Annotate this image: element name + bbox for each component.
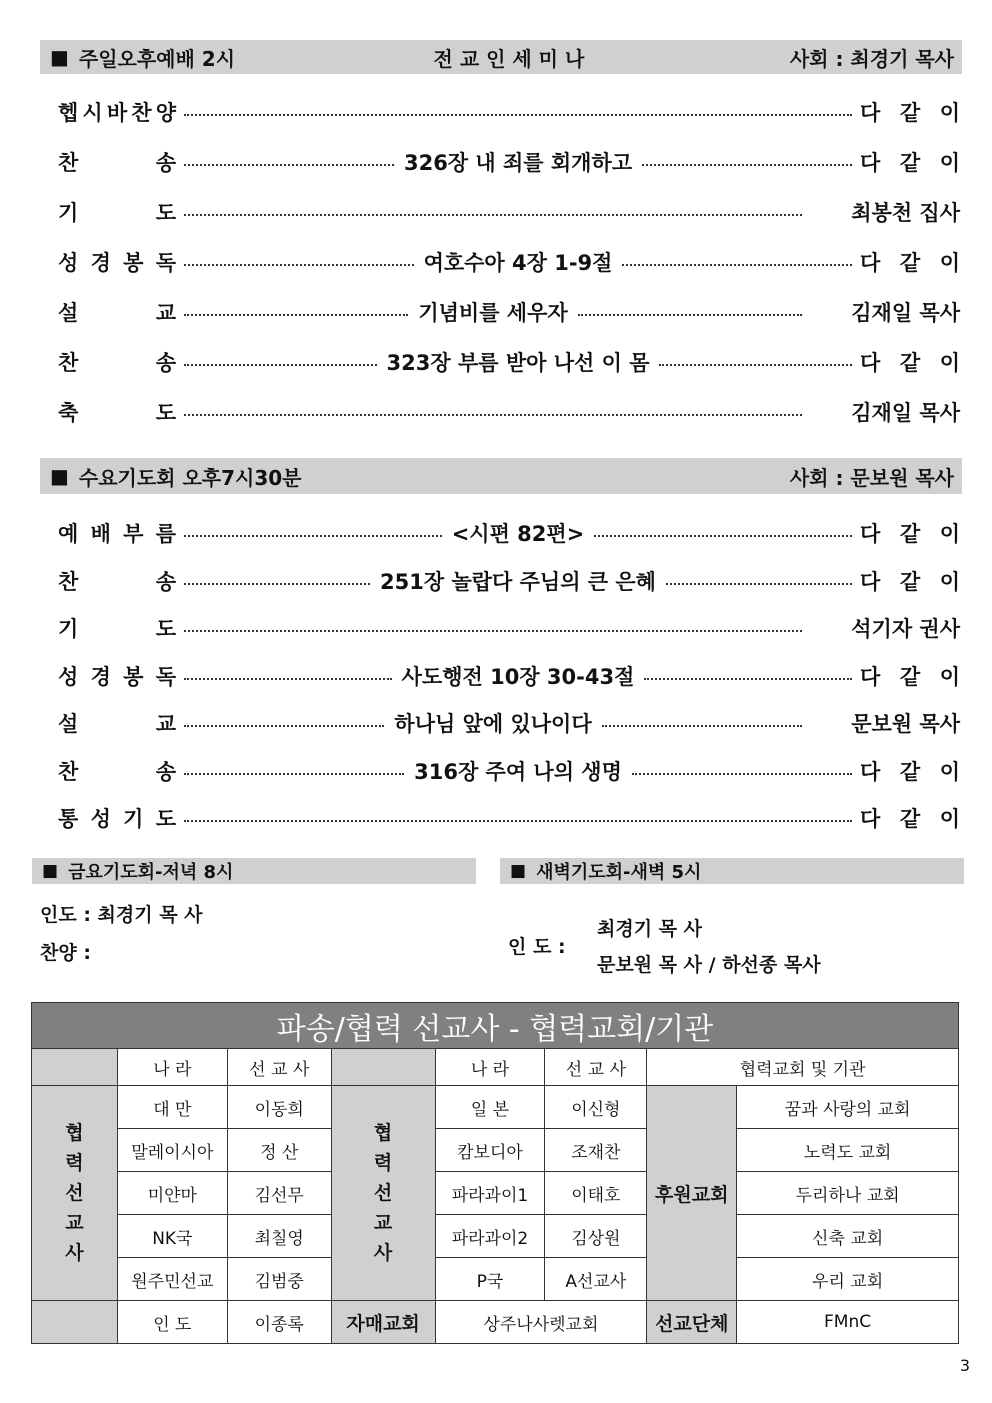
mid-missionary: 이태호 — [545, 1172, 647, 1215]
order-item-leader-dots — [184, 624, 802, 632]
order-item-detail: 기념비를 세우자 — [418, 301, 568, 325]
sunday-order-row — [58, 297, 960, 327]
partner-church: 우리 교회 — [737, 1258, 959, 1301]
order-item-person: 다 같 이 — [860, 522, 960, 546]
square-bullet-icon: ■ — [50, 464, 69, 488]
header-country: 나 라 — [117, 1049, 227, 1086]
sponsor-label: 후원교회 — [647, 1086, 737, 1301]
partner-church: 꿈과 사랑의 교회 — [737, 1086, 959, 1129]
sunday-order-row — [58, 397, 960, 427]
partner-church: 두리하나 교회 — [737, 1172, 959, 1215]
page-number: 3 — [959, 1356, 970, 1375]
order-item-person: 다 같 이 — [860, 569, 960, 594]
wednesday-order-row — [58, 566, 960, 596]
vertical-group-text: 협 력 선 교 사 — [65, 1122, 84, 1264]
friday-header-bar — [32, 858, 476, 884]
mid-group-label — [331, 1086, 435, 1301]
sunday-order-row — [58, 147, 960, 177]
mid-country: 파라과이2 — [435, 1215, 545, 1258]
dawn-leader-1: 최경기 목 사 — [597, 918, 702, 940]
order-item-label: 통 성 기 도 — [58, 807, 176, 831]
friday-title: 금요기도회-저녁 8시 — [68, 862, 234, 883]
header-partner: 협력교회 및 기관 — [647, 1049, 959, 1086]
wednesday-order-row — [58, 661, 960, 691]
order-item-label: 성 경 봉 독 — [58, 251, 176, 275]
order-item-detail: 326장 내 죄를 회개하고 — [403, 151, 633, 175]
order-item-detail: 하나님 앞에 있나이다 — [394, 712, 592, 736]
wednesday-order-row — [58, 613, 960, 643]
left-country: 말레이시아 — [117, 1129, 227, 1172]
header-missionary: 선 교 사 — [227, 1049, 331, 1086]
left-missionary: 김범중 — [227, 1258, 331, 1301]
order-item-person: 다 같 이 — [860, 151, 960, 175]
dawn-header-bar — [500, 858, 964, 884]
dawn-title: 새벽기도회-새벽 5시 — [536, 862, 702, 883]
wednesday-order-row — [58, 708, 960, 738]
mid-missionary: 이신형 — [545, 1086, 647, 1129]
org-label: 선교단체 — [647, 1301, 737, 1344]
order-item-leader-dots — [184, 347, 852, 377]
order-item-leader-dots — [184, 518, 852, 548]
order-item-detail: 여호수아 4장 1-9절 — [423, 251, 613, 275]
wednesday-header-bar — [40, 458, 962, 494]
wednesday-host: 사회 : 문보원 목사 — [789, 465, 954, 490]
wednesday-order-row — [58, 518, 960, 548]
mid-country: 파라과이1 — [435, 1172, 545, 1215]
order-item-person: 다 같 이 — [860, 664, 960, 689]
order-item-person: 다 같 이 — [860, 807, 960, 831]
header-missionary: 선 교 사 — [545, 1049, 647, 1086]
order-item-label: 기 도 — [58, 617, 176, 641]
sunday-host: 사회 : 최경기 목사 — [789, 46, 954, 71]
left-group-label — [32, 1086, 118, 1301]
order-item-leader-dots — [184, 297, 802, 327]
header-blank — [331, 1049, 435, 1086]
mid-country: 캄보디아 — [435, 1129, 545, 1172]
order-item-person: 다 같 이 — [860, 251, 960, 275]
order-item-detail: <시편 82편> — [451, 522, 585, 546]
order-item-person: 김재일 목사 — [851, 301, 960, 325]
sunday-header-bar — [40, 40, 962, 74]
left-missionary: 이종록 — [227, 1301, 331, 1344]
order-item-label: 찬 송 — [58, 151, 176, 175]
square-bullet-icon: ■ — [50, 45, 69, 69]
sunday-title: 주일오후예배 2시 — [78, 46, 236, 71]
order-item-label: 찬 송 — [58, 351, 176, 375]
left-missionary: 김선무 — [227, 1172, 331, 1215]
order-item-leader-dots — [184, 708, 802, 738]
dawn-leader-2: 문보원 목 사 / 하선종 목사 — [597, 954, 821, 976]
friday-praise: 찬양 : — [40, 942, 91, 964]
order-item-person: 다 같 이 — [860, 101, 960, 125]
wednesday-order-row — [58, 756, 960, 786]
order-item-label: 찬 송 — [58, 759, 176, 784]
order-item-label: 성 경 봉 독 — [58, 664, 176, 689]
blank-cell — [32, 1301, 118, 1344]
left-country: 인 도 — [117, 1301, 227, 1344]
order-item-label: 설 교 — [58, 712, 176, 736]
mid-country: 일 본 — [435, 1086, 545, 1129]
missions-table — [31, 1048, 959, 1344]
order-item-detail: 323장 부름 받아 나선 이 몸 — [386, 351, 650, 375]
mid-missionary: A선교사 — [545, 1258, 647, 1301]
order-item-leader-dots — [184, 208, 802, 216]
order-item-leader-dots — [184, 566, 852, 596]
order-item-leader-dots — [184, 814, 852, 822]
left-missionary: 이동희 — [227, 1086, 331, 1129]
missions-title: 파송/협력 선교사 - 협력교회/기관 — [31, 1002, 959, 1049]
order-item-person: 김재일 목사 — [851, 401, 960, 425]
partner-church: 노력도 교회 — [737, 1129, 959, 1172]
sunday-order-row — [58, 247, 960, 277]
order-item-label: 찬 송 — [58, 569, 176, 594]
order-item-detail: 316장 주여 나의 생명 — [414, 759, 622, 784]
wednesday-order-row — [58, 803, 960, 833]
order-item-leader-dots — [184, 247, 852, 277]
sunday-order-row — [58, 197, 960, 227]
order-item-person: 다 같 이 — [860, 759, 960, 784]
mid-country: P국 — [435, 1258, 545, 1301]
order-item-label: 축 도 — [58, 401, 176, 425]
vertical-group-text: 협 력 선 교 사 — [373, 1122, 393, 1264]
order-item-detail: 사도행전 10장 30-43절 — [401, 664, 635, 689]
order-item-leader-dots — [184, 108, 852, 116]
order-item-label: 예 배 부 름 — [58, 522, 176, 546]
order-item-label: 헵 시 바 찬 양 — [58, 101, 176, 125]
order-item-leader-dots — [184, 408, 802, 416]
mid-missionary: 조재찬 — [545, 1129, 647, 1172]
sunday-center-title: 전 교 인 세 미 나 — [433, 46, 585, 71]
friday-leader: 인도 : 최경기 목 사 — [40, 904, 203, 926]
sister-label: 자매교회 — [331, 1301, 435, 1344]
header-blank — [32, 1049, 118, 1086]
partner-church: 신축 교회 — [737, 1215, 959, 1258]
mid-missionary: 김상원 — [545, 1215, 647, 1258]
left-country: NK국 — [117, 1215, 227, 1258]
sunday-order-row — [58, 347, 960, 377]
wednesday-title: 수요기도회 오후7시30분 — [78, 465, 302, 490]
square-bullet-icon: ■ — [510, 861, 527, 881]
left-country: 미얀마 — [117, 1172, 227, 1215]
order-item-label: 설 교 — [58, 301, 176, 325]
org-value: FMnC — [737, 1301, 959, 1344]
left-missionary: 정 산 — [227, 1129, 331, 1172]
square-bullet-icon: ■ — [42, 861, 59, 881]
order-item-person: 문보원 목사 — [851, 712, 960, 736]
left-missionary: 최칠영 — [227, 1215, 331, 1258]
order-item-leader-dots — [184, 147, 852, 177]
order-item-person: 석기자 권사 — [851, 617, 960, 641]
order-item-detail: 251장 놀랍다 주님의 큰 은혜 — [380, 569, 656, 594]
order-item-leader-dots — [184, 756, 852, 786]
sunday-order-row — [58, 97, 960, 127]
left-country: 원주민선교 — [117, 1258, 227, 1301]
left-country: 대 만 — [117, 1086, 227, 1129]
sister-church: 상주나사렛교회 — [435, 1301, 647, 1344]
order-item-leader-dots — [184, 661, 852, 691]
dawn-leader-label: 인 도 : — [508, 936, 566, 958]
order-item-label: 기 도 — [58, 201, 176, 225]
header-country: 나 라 — [435, 1049, 545, 1086]
order-item-person: 최봉천 집사 — [851, 201, 960, 225]
order-item-person: 다 같 이 — [860, 351, 960, 375]
